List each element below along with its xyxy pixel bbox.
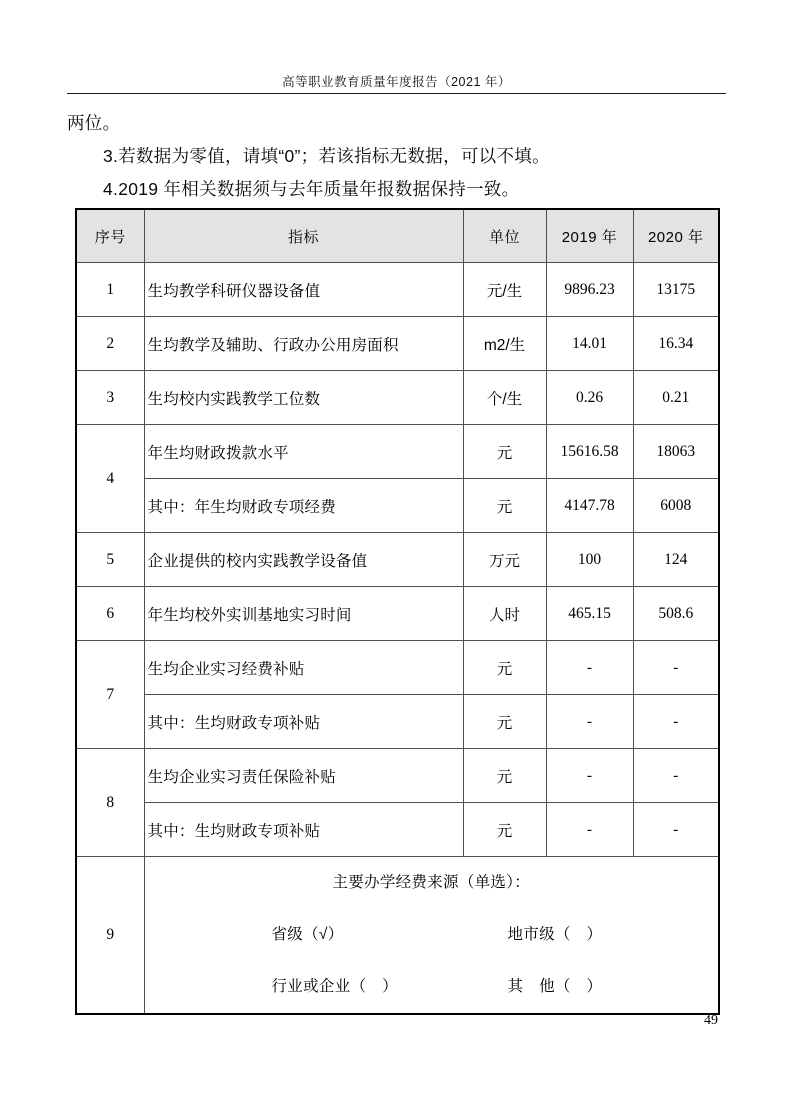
table-row — [76, 263, 719, 317]
value-2019-cell: 100 — [546, 533, 633, 587]
table-row — [76, 695, 719, 749]
value-2020-cell: - — [633, 749, 719, 803]
funding-option: 其 他（ ） — [507, 978, 603, 995]
note-line-4: 4.2019 年相关数据须与去年质量年报数据保持一致。 — [103, 179, 520, 199]
value-2019-cell: 9896.23 — [546, 263, 633, 317]
value-2020-cell: 124 — [633, 533, 719, 587]
column-header-2020: 2020 年 — [633, 209, 719, 263]
value-2019-cell: - — [546, 749, 633, 803]
funding-option: 地市级（ ） — [507, 926, 603, 943]
indicator-cell: 其中：生均财政专项补贴 — [144, 803, 463, 857]
indicator-cell: 生均教学科研仪器设备值 — [144, 263, 463, 317]
table-row — [76, 371, 719, 425]
note-line-3: 3.若数据为零值，请填“0”；若该指标无数据，可以不填。 — [103, 146, 550, 166]
row-number-cell: 7 — [76, 641, 144, 749]
column-header-unit: 单位 — [463, 209, 546, 263]
value-2019-cell: 14.01 — [546, 317, 633, 371]
value-2020-cell: 508.6 — [633, 587, 719, 641]
unit-cell: 元 — [463, 641, 546, 695]
funding-option: 省级（√） — [271, 926, 344, 943]
unit-cell: 元 — [463, 695, 546, 749]
indicator-cell: 生均教学及辅助、行政办公用房面积 — [144, 317, 463, 371]
row-number-cell: 3 — [76, 371, 144, 425]
row-number-cell: 1 — [76, 263, 144, 317]
value-2019-cell: 465.15 — [546, 587, 633, 641]
indicator-cell: 其中：生均财政专项补贴 — [144, 695, 463, 749]
running-head-title: 高等职业教育质量年度报告（2021 年） — [282, 75, 511, 89]
row-number-cell: 2 — [76, 317, 144, 371]
value-2019-cell: - — [546, 695, 633, 749]
indicator-cell: 年生均校外实训基地实习时间 — [144, 587, 463, 641]
row-number-cell: 5 — [76, 533, 144, 587]
indicator-cell: 生均企业实习责任保险补贴 — [144, 749, 463, 803]
row-number-cell: 9 — [76, 857, 144, 1015]
table-row — [76, 641, 719, 695]
value-2020-cell: 13175 — [633, 263, 719, 317]
value-2019-cell: 0.26 — [546, 371, 633, 425]
value-2020-cell: 16.34 — [633, 317, 719, 371]
table-row — [76, 425, 719, 479]
indicator-cell: 年生均财政拨款水平 — [144, 425, 463, 479]
unit-cell: 元 — [463, 425, 546, 479]
value-2020-cell: 18063 — [633, 425, 719, 479]
header-divider — [67, 93, 726, 94]
unit-cell: 元/生 — [463, 263, 546, 317]
note-line-continuation: 两位。 — [67, 113, 121, 133]
column-header-no: 序号 — [76, 209, 144, 263]
value-2020-cell: - — [633, 803, 719, 857]
value-2020-cell: - — [633, 695, 719, 749]
table-row — [76, 533, 719, 587]
unit-cell: 元 — [463, 479, 546, 533]
column-header-indicator: 指标 — [144, 209, 463, 263]
value-2020-cell: - — [633, 641, 719, 695]
unit-cell: 元 — [463, 803, 546, 857]
table-row — [76, 749, 719, 803]
table-row — [76, 803, 719, 857]
table-row — [76, 587, 719, 641]
row-number-cell: 6 — [76, 587, 144, 641]
table-row — [76, 317, 719, 371]
funding-source-title: 主要办学经费来源（单选）： — [332, 874, 531, 891]
value-2019-cell: 4147.78 — [546, 479, 633, 533]
funding-option-row — [145, 961, 719, 1013]
indicator-cell: 其中：年生均财政专项经费 — [144, 479, 463, 533]
indicator-table-head — [76, 209, 719, 263]
value-2019-cell: 15616.58 — [546, 425, 633, 479]
indicator-table — [75, 208, 720, 1015]
funding-option: 行业或企业（ ） — [271, 978, 398, 995]
indicator-cell: 生均校内实践教学工位数 — [144, 371, 463, 425]
indicator-cell: 企业提供的校内实践教学设备值 — [144, 533, 463, 587]
row-number-cell: 8 — [76, 749, 144, 857]
unit-cell: m2/生 — [463, 317, 546, 371]
unit-cell: 元 — [463, 749, 546, 803]
table-row — [76, 479, 719, 533]
value-2019-cell: - — [546, 641, 633, 695]
row-number-cell: 4 — [76, 425, 144, 533]
unit-cell: 个/生 — [463, 371, 546, 425]
table-row-funding — [76, 857, 719, 1015]
table-header-row — [76, 209, 719, 263]
indicator-cell: 生均企业实习经费补贴 — [144, 641, 463, 695]
column-header-2019: 2019 年 — [546, 209, 633, 263]
funding-option-row — [145, 909, 719, 961]
unit-cell: 人时 — [463, 587, 546, 641]
page-number: 49 — [704, 1013, 718, 1028]
unit-cell: 万元 — [463, 533, 546, 587]
indicator-table-body — [76, 263, 719, 1015]
funding-source-cell — [144, 857, 719, 1015]
value-2019-cell: - — [546, 803, 633, 857]
value-2020-cell: 0.21 — [633, 371, 719, 425]
value-2020-cell: 6008 — [633, 479, 719, 533]
